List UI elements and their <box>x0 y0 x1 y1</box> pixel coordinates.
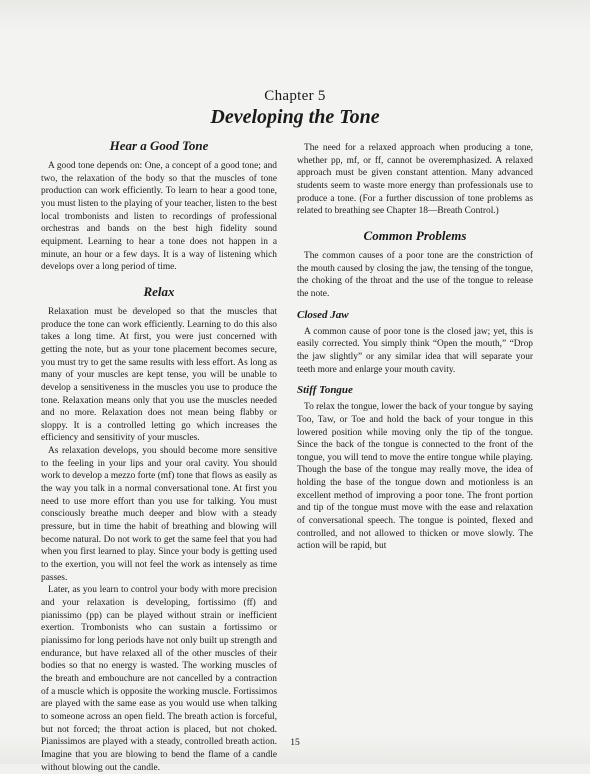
paragraph-common-1: The common causes of a poor tone are the constriction of the mouth caused by closing the jaw, the tensing of the tongue, the choking of the throat and the use of the tongue to release the note. <box>297 250 533 299</box>
heading-relax: Relax <box>143 283 175 299</box>
paragraph-jaw-1: A common cause of poor tone is the closed jaw; yet, this is easily corrected. You simply think “Open the mouth,” “Drop the jaw slightly” or any similar idea that will separate your teeth more and enlarge your mouth cavity. <box>297 326 533 375</box>
heading-hear-a-good-tone: Hear a Good Tone <box>109 138 209 153</box>
chapter-label: Chapter 5 <box>264 88 326 104</box>
paragraph-tongue-1: To relax the tongue, lower the back of your tongue by saying Too, Taw, or Toe and hold the back of your tongue in this lowered position while moving only the tip of the tongue. Since the back of the tongue is connected to the front of the tongue, you will tend to move the entire tongue while playing. Though the base of the tongue may really move, the idea of holding the base of the tongue down and motionless is an excellent method of improving a poor tone. The front portion and tip of the tongue must move with the ease and relaxation of conversational speech. The tongue is pointed, flexed and controlled, and not allowed to thicken or move slowly. The action will be rapid, but <box>297 402 533 552</box>
paragraph-relax-4: The need for a relaxed approach when producing a tone, whether pp, mf, or ff, cannot be overemphasized. A relaxed approach must be given constant attention. Many advanced students seem to waste more energy than professionals use to produce a tone. (For a further discussion of tone problems as related to breathing see Chapter 18—Breath Control.) <box>297 143 533 217</box>
heading-closed-jaw: Closed Jaw <box>297 308 349 321</box>
paragraph-hear-1: A good tone depends on: One, a concept of a good tone; and two, the relaxation of the body so that the muscles of tone production can work efficiently. To learn to hear a good tone, you must listen to the playing of your teacher, listen to the best local trombonists and listen to recordings of professional orchestras and bands on the best high fidelity sound equipment. Learning to hear a tone does not happen in a minute, an hour or a few days. It is a way of listening which develops over a long period of time. <box>41 161 277 273</box>
paragraph-relax-2: As relaxation develops, you should become more sensitive to the feeling in your lips and your oral cavity. You should work to develop a mezzo forte (mf) tone that flows as easily as the way you talk in a normal conversational tone. At first you need to use more effort than you use for talking. You must consciously breathe much deeper and blow with a steady pressure, but in time the habit of breathing and blowing will become natural. Do not work to get the same feel that you had when you first learned to play. Since your body is getting used to the exertion, you will not feel the work as intensely as time passes. <box>41 446 277 583</box>
chapter-title: Developing the Tone <box>210 106 380 128</box>
heading-common-problems: Common Problems <box>363 227 467 243</box>
left-column <box>41 138 277 774</box>
paragraph-relax-3: Later, as you learn to control your body with more precision and your relaxation is developing, fortissimo (ff) and pianissimo (pp) can be played without strain or inefficient exertion. Trombonists who can sustain a fortissimo or pianissimo for long periods have not only built up strength and endurance, but have relaxed all of the other muscles of their bodies so that no energy is wasted. The working muscles of the breath and embouchure are not cancelled by a contraction of a muscle which is opposite the working muscle. Fortissimos are played with the same ease as you would use when talking to someone across an open field. The breath action is forceful, but not forced; the throat action is placed, but not choked. Pianissimos are played with a steady, controlled breath action. Imagine that you are blowing to bend the flame of a candle without blowing out the candle. <box>41 585 277 773</box>
paragraph-relax-1: Relaxation must be developed so that the muscles that produce the tone can work efficiently. Learning to do this also takes a long time. At first, you were just concerned with getting the note, but as your tone placement becomes secure, you must try to get the same results with less effort. As long as many of your muscles are kept tense, you will be unable to develop a sensitiveness in the muscles you use to produce the tone. Relaxation means only that you use the muscles needed and no more. Relaxation does not mean being flabby or sloppy. It is a controlled letting go which increases the efficiency and sensitivity of your muscles. <box>41 306 277 444</box>
page-number: 15 <box>290 738 300 748</box>
heading-stiff-tongue: Stiff Tongue <box>297 384 353 397</box>
right-column <box>297 142 533 553</box>
